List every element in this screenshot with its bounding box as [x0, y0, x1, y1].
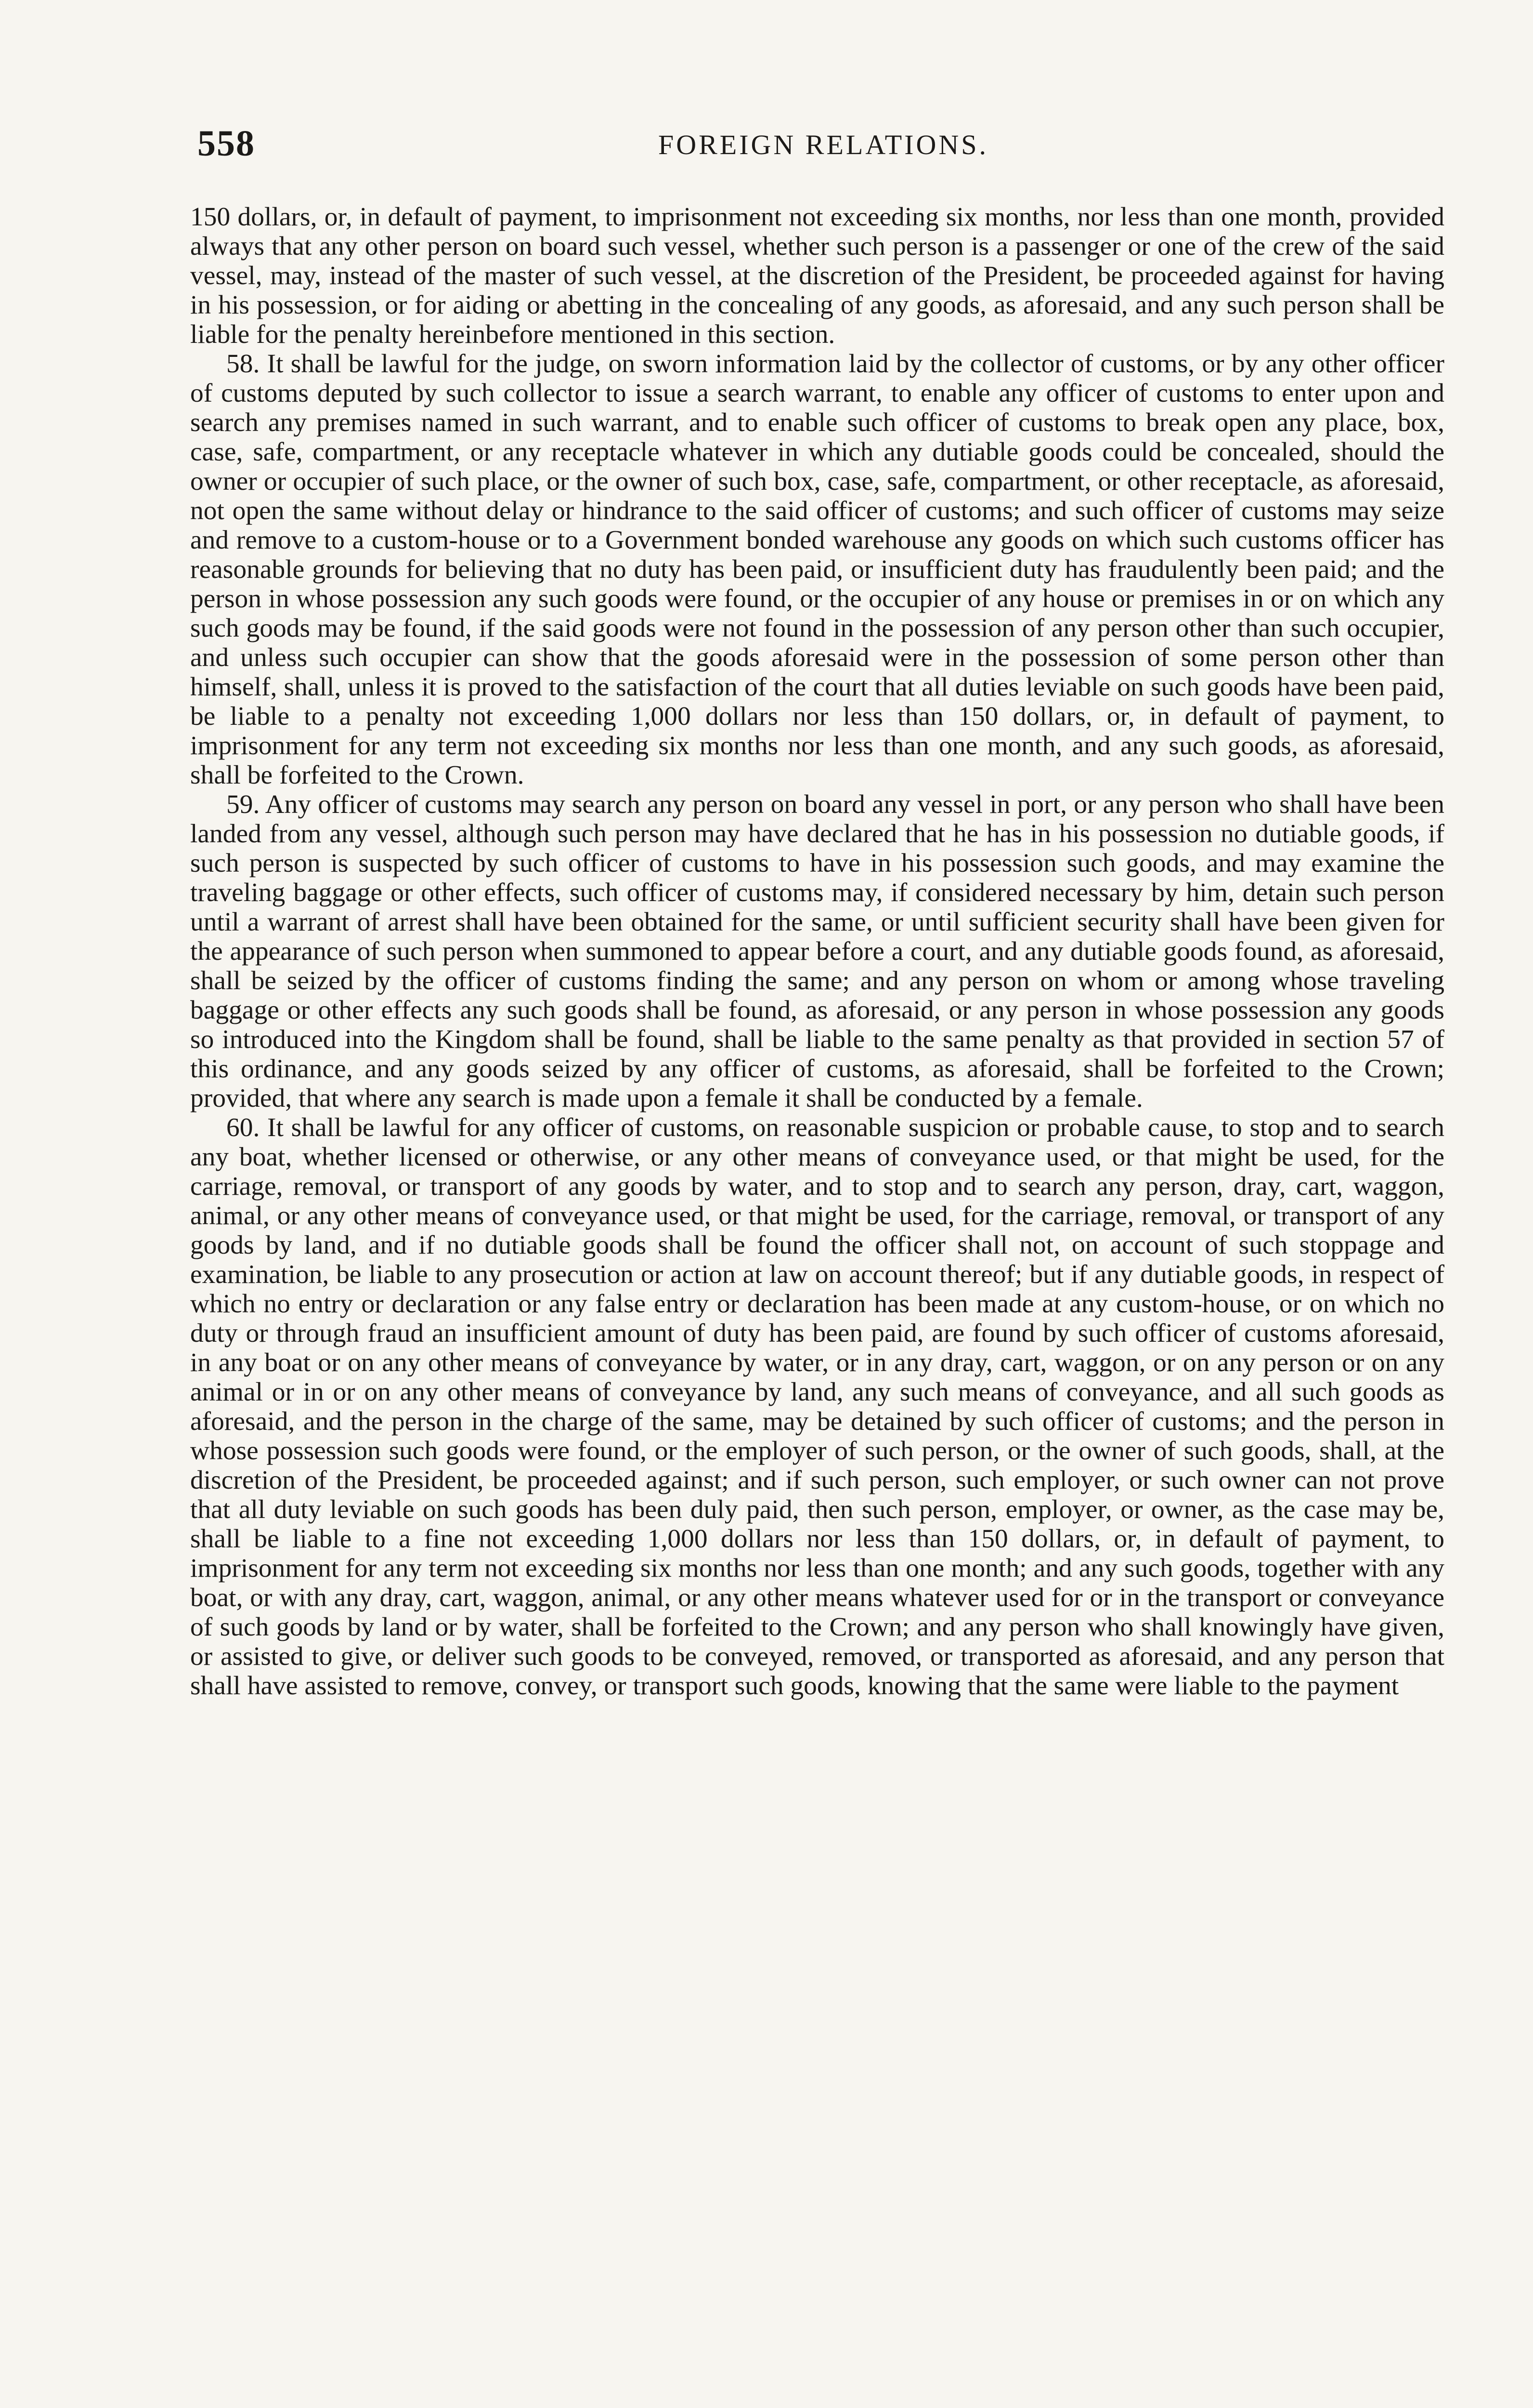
running-title: FOREIGN RELATIONS. — [658, 129, 989, 160]
page-header — [197, 123, 1449, 176]
paragraph-section-58: 58. It shall be lawful for the judge, on sworn information laid by the collector of customs, or by any other officer of customs deputed by such collector to issue a search warrant, to enable any officer of customs to enter upon and search any premises named in such warrant, and to enable such officer of customs to break open any place, box, case, safe, compartment, or any receptacle whatever in which any dutiable goods could be concealed, should the owner or occupier of such place, or the owner of such box, case, safe, compartment, or other receptacle, as aforesaid, not open the same without delay or hindrance to the said officer of customs; and such officer of customs may seize and remove to a custom-house or to a Government bonded warehouse any goods on which such customs officer has reasonable grounds for believing that no duty has been paid, or insufficient duty has fraudulently been paid; and the person in whose possession any such goods were found, or the occupier of any house or premises in or on which any such goods may be found, if the said goods were not found in the possession of any person other than such occupier, and unless such occupier can show that the goods aforesaid were in the possession of some person other than himself, shall, unless it is proved to the satisfaction of the court that all duties leviable on such goods have been paid, be liable to a penalty not exceeding 1,000 dollars nor less than 150 dollars, or, in default of payment, to imprisonment for any term not exceeding six months nor less than one month, and any such goods, as aforesaid, shall be forfeited to the Crown. — [190, 349, 1444, 790]
body-text — [190, 202, 1444, 1701]
paragraph-section-60: 60. It shall be lawful for any officer of customs, on reasonable suspicion or probable cause, to stop and to search any boat, whether licensed or otherwise, or any other means of conveyance used, or that might be used, for the carriage, removal, or transport of any goods by water, and to stop and to search any person, dray, cart, waggon, animal, or any other means of conveyance used, or that might be used, for the carriage, removal, or transport of any goods by land, and if no dutiable goods shall be found the officer shall not, on account of such stoppage and examination, be liable to any prosecution or action at law on account thereof; but if any dutiable goods, in respect of which no entry or declaration or any false entry or declaration has been made at any custom-house, or on which no duty or through fraud an insufficient amount of duty has been paid, are found by such officer of customs aforesaid, in any boat or on any other means of conveyance by water, or in any dray, cart, waggon, or on any person or on any animal or in or on any other means of conveyance by land, any such means of conveyance, and all such goods as aforesaid, and the person in the charge of the same, may be detained by such officer of customs; and the person in whose possession such goods were found, or the employer of such person, or the owner of such goods, shall, at the discretion of the President, be proceeded against; and if such person, such employer, or such owner can not prove that all duty leviable on such goods has been duly paid, then such person, employer, or owner, as the case may be, shall be liable to a fine not exceeding 1,000 dollars nor less than 150 dollars, or, in default of payment, to imprisonment for any term not exceeding six months nor less than one month; and any such goods, together with any boat, or with any dray, cart, waggon, animal, or any other means whatever used for or in the transport or conveyance of such goods by land or by water, shall be forfeited to the Crown; and any person who shall knowingly have given, or assisted to give, or deliver such goods to be conveyed, removed, or transported as aforesaid, and any person that shall have assisted to remove, convey, or transport such goods, knowing that the same were liable to the payment — [190, 1113, 1444, 1701]
paragraph-section-59: 59. Any officer of customs may search any person on board any vessel in port, or any person who shall have been landed from any vessel, although such person may have declared that he has in his possession no dutiable goods, if such person is suspected by such officer of customs to have in his possession such goods, and may examine the traveling baggage or other effects, such officer of customs may, if considered necessary by him, detain such person until a warrant of arrest shall have been obtained for the same, or until sufficient security shall have been given for the appearance of such person when summoned to appear before a court, and any dutiable goods found, as aforesaid, shall be seized by the officer of customs finding the same; and any person on whom or among whose traveling baggage or other effects any such goods shall be found, as aforesaid, or any person in whose possession any goods so introduced into the Kingdom shall be found, shall be liable to the same penalty as that provided in section 57 of this ordinance, and any goods seized by any officer of customs, as aforesaid, shall be forfeited to the Crown; provided, that where any search is made upon a female it shall be conducted by a female. — [190, 790, 1444, 1113]
paragraph-continued: 150 dollars, or, in default of payment, to imprisonment not exceeding six months, nor less than one month, provided always that any other person on board such vessel, whether such person is a passenger or one of the crew of the said vessel, may, instead of the master of such vessel, at the discretion of the President, be proceeded against for having in his possession, or for aiding or abetting in the concealing of any goods, as aforesaid, and any such person shall be liable for the penalty hereinbefore mentioned in this section. — [190, 202, 1444, 349]
page-number: 558 — [197, 123, 255, 164]
